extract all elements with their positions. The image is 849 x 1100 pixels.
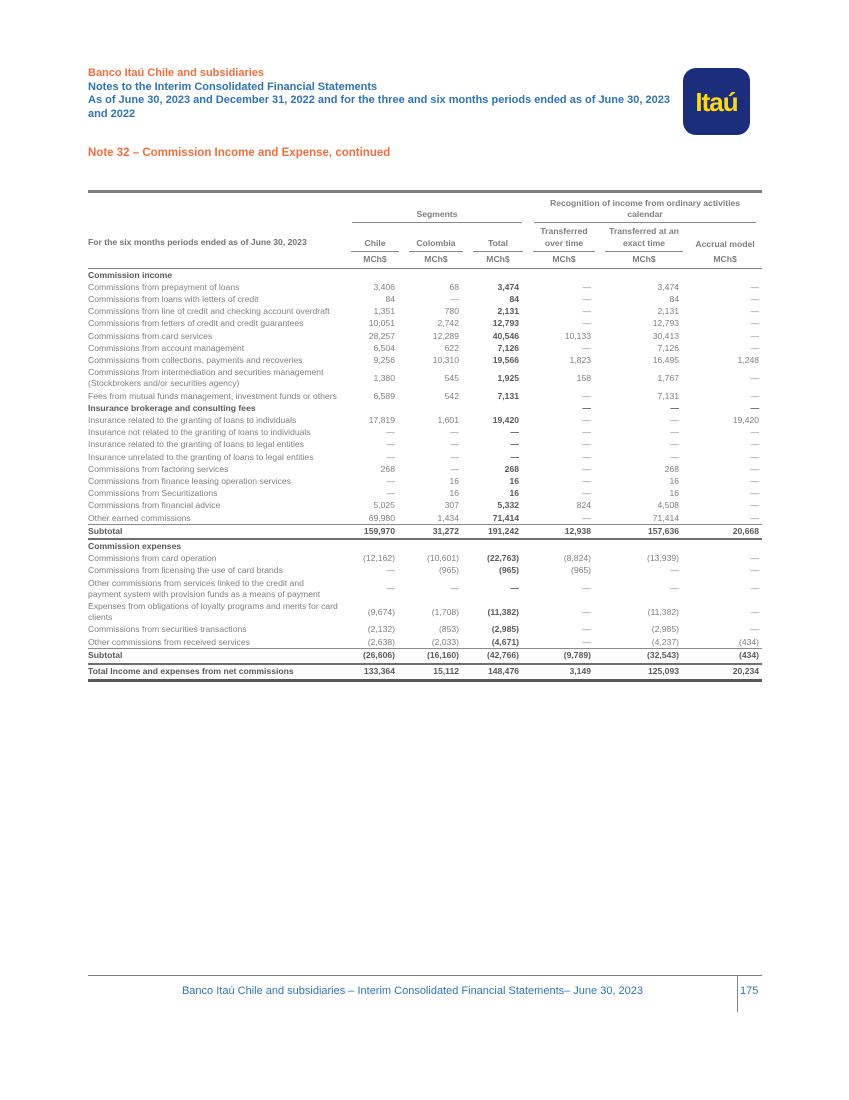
cell-value: 9,256 (373, 354, 395, 365)
cell-value (528, 539, 600, 552)
cell-value: — (582, 512, 592, 523)
cell-value: — (386, 451, 395, 462)
cell-value: (11,382) (487, 606, 520, 617)
column-header-colombia: Colombia (404, 223, 468, 251)
row-label: Subtotal (88, 649, 346, 664)
cell-value (688, 539, 762, 552)
table-row (88, 488, 762, 500)
cell-value: — (750, 306, 760, 317)
cell-value: — (386, 488, 395, 499)
row-label: Commissions from card operation (88, 553, 217, 564)
cell-value: (2,985) (491, 624, 520, 635)
cell-value: 6,589 (373, 390, 395, 401)
table-row (88, 649, 762, 664)
cell-value: — (510, 427, 520, 438)
unit-label: MCh$ (528, 252, 600, 269)
cell-value: 3,474 (657, 281, 680, 292)
cell-value: 191,242 (468, 525, 528, 540)
cell-value: 1,767 (657, 372, 680, 383)
cell-value: — (750, 281, 760, 292)
cell-value: — (750, 463, 760, 474)
cell-value: — (750, 390, 760, 401)
cell-value: 31,272 (404, 525, 468, 540)
cell-value: — (582, 606, 592, 617)
column-header-transferred-over-time: Transferred over time (528, 223, 600, 251)
cell-value: (26,606) (346, 649, 404, 664)
row-label: Commissions from prepayment of loans (88, 281, 240, 292)
cell-value: 545 (444, 372, 459, 383)
cell-value: 10,133 (564, 330, 592, 341)
table-row (88, 451, 762, 463)
cell-value: 824 (576, 500, 592, 511)
cell-value: — (750, 624, 760, 635)
itau-logo-text: Itaú (695, 87, 738, 117)
row-label: Other commissions from services linked to the credit and payment system with provision funds as a means of payment (88, 577, 321, 599)
cell-value: 5,025 (373, 500, 395, 511)
cell-value: 84 (669, 293, 680, 304)
cell-value: — (750, 500, 760, 511)
cell-value (346, 402, 404, 414)
cell-value: — (750, 488, 760, 499)
cell-value: 148,476 (468, 664, 528, 681)
note-title: Note 32 – Commission Income and Expense, continued (88, 147, 391, 159)
column-header-total: Total (468, 223, 528, 251)
cell-value: (10,601) (426, 553, 459, 564)
cell-value: (2,985) (651, 624, 680, 635)
table-row (88, 306, 762, 318)
cell-value: 157,636 (600, 525, 688, 540)
cell-value: — (670, 402, 680, 413)
cell-value: (434) (688, 649, 762, 664)
cell-value: — (386, 583, 395, 594)
row-label: Commissions from securities transactions (88, 624, 247, 635)
row-label: Commissions from factoring services (88, 463, 229, 474)
table-row (88, 664, 762, 681)
cell-value: — (582, 293, 592, 304)
cell-value: 158 (576, 372, 592, 383)
cell-value: — (582, 463, 592, 474)
cell-value: — (450, 427, 459, 438)
cell-value: (16,160) (404, 649, 468, 664)
cell-value: 2,131 (497, 306, 520, 317)
row-label: Subtotal (88, 525, 346, 540)
units-spacer (88, 252, 346, 269)
units-row (88, 252, 762, 269)
cell-value: — (450, 451, 459, 462)
cell-value (346, 539, 404, 552)
row-label: Commissions from licensing the use of card brands (88, 565, 283, 576)
company-name: Banco Itaú Chile and subsidiaries (88, 67, 265, 79)
cell-value: 4,508 (657, 500, 680, 511)
row-label: Expenses from obligations of loyalty programs and merits for card clients (88, 601, 338, 623)
table-row (88, 293, 762, 305)
cell-value: (965) (438, 565, 459, 576)
cell-value: 19,420 (492, 414, 520, 425)
table-row (88, 427, 762, 439)
cell-value: 1,823 (569, 354, 592, 365)
cell-value: — (450, 293, 459, 304)
cell-value: 7,126 (497, 342, 520, 353)
cell-value (468, 269, 528, 282)
cell-value: — (582, 488, 592, 499)
row-label: Commissions from Securitizations (88, 488, 218, 499)
cell-value: — (750, 606, 760, 617)
cell-value: 1,248 (737, 354, 760, 365)
cell-value: — (670, 583, 680, 594)
cell-value: (2,033) (431, 636, 459, 647)
cell-value: — (582, 402, 592, 413)
group-header-row (88, 192, 762, 224)
cell-value (468, 402, 528, 414)
cell-value: 19,566 (492, 354, 520, 365)
table-row (88, 525, 762, 540)
row-label: Insurance brokerage and consulting fees (88, 402, 256, 413)
table-row (88, 367, 762, 390)
cell-value: 68 (449, 281, 459, 292)
group-header-recognition: Recognition of income from ordinary activities calendar (528, 192, 762, 224)
row-label: Commissions from line of credit and checking account overdraft (88, 306, 330, 317)
cell-value: 16 (449, 475, 459, 486)
cell-value: 268 (504, 463, 520, 474)
cell-value: — (582, 306, 592, 317)
cell-value: — (450, 583, 459, 594)
footer-text: Banco Itaú Chile and subsidiaries – Interim Consolidated Financial Statements– June 30, 2023 (181, 985, 644, 997)
column-header-transferred-exact-time: Transferred at an exact time (600, 223, 688, 251)
row-label: Commissions from finance leasing operation services (88, 475, 291, 486)
cell-value: (12,162) (362, 553, 395, 564)
cell-value: 268 (380, 463, 395, 474)
cell-value: — (670, 565, 680, 576)
cell-value: 1,925 (497, 372, 520, 383)
row-label: Fees from mutual funds management, investment funds or others (88, 390, 337, 401)
cell-value: 1,351 (373, 306, 395, 317)
cell-value: 268 (664, 463, 680, 474)
cell-value (404, 269, 468, 282)
cell-value: 133,364 (346, 664, 404, 681)
cell-value: 16 (669, 488, 680, 499)
cell-value: 7,131 (497, 390, 520, 401)
table-row (88, 342, 762, 354)
cell-value: — (582, 451, 592, 462)
cell-value: — (670, 451, 680, 462)
cell-value: 19,420 (732, 414, 760, 425)
cell-value: 40,546 (492, 330, 520, 341)
section-row (88, 269, 762, 282)
cell-value: — (750, 342, 760, 353)
row-label: Total Income and expenses from net commissions (88, 664, 346, 681)
unit-label: MCh$ (688, 252, 762, 269)
table-row (88, 414, 762, 426)
cell-value: — (510, 439, 520, 450)
table-row (88, 318, 762, 330)
row-label: Commissions from account management (88, 342, 245, 353)
cell-value: — (582, 636, 592, 647)
cell-value: — (670, 427, 680, 438)
cell-value: — (582, 281, 592, 292)
row-label: Commissions from loans with letters of credit (88, 293, 259, 304)
cell-value: (22,763) (487, 553, 520, 564)
cell-value: 12,289 (432, 330, 459, 341)
cell-value: 3,149 (528, 664, 600, 681)
cell-value (688, 269, 762, 282)
table-row (88, 636, 762, 649)
cell-value: (11,382) (647, 606, 680, 617)
cell-value: — (750, 318, 760, 329)
cell-value: — (582, 318, 592, 329)
cell-value: 3,406 (373, 281, 395, 292)
cell-value: — (510, 451, 520, 462)
cell-value: 1,601 (437, 414, 459, 425)
table-row (88, 577, 762, 600)
cell-value: 622 (444, 342, 459, 353)
unit-label: MCh$ (600, 252, 688, 269)
cell-value: — (750, 553, 760, 564)
page-footer (88, 975, 762, 1012)
cell-value: 7,126 (657, 342, 680, 353)
cell-value: — (582, 342, 592, 353)
cell-value: (2,132) (367, 624, 395, 635)
cell-value: (42,766) (468, 649, 528, 664)
cell-value: 20,234 (688, 664, 762, 681)
cell-value: 12,793 (652, 318, 680, 329)
cell-value: — (582, 427, 592, 438)
table-body (88, 269, 762, 681)
table-row (88, 475, 762, 487)
document-header (88, 67, 676, 121)
table-row (88, 354, 762, 366)
cell-value: — (750, 330, 760, 341)
unit-label: MCh$ (468, 252, 528, 269)
row-label: Other earned commissions (88, 512, 191, 523)
row-label: Commissions from card services (88, 330, 213, 341)
section-row (88, 402, 762, 414)
table-row (88, 281, 762, 293)
cell-value: (853) (438, 624, 459, 635)
cell-value: 12,793 (492, 318, 520, 329)
cell-value: — (750, 372, 760, 383)
cell-value: — (386, 439, 395, 450)
cell-value: (9,674) (367, 606, 395, 617)
unit-label: MCh$ (346, 252, 404, 269)
doc-title-line2: As of June 30, 2023 and December 31, 2022 and for the three and six months periods ended as of June 30, 2023 and 2022 (88, 94, 670, 120)
cell-value: (965) (498, 565, 520, 576)
cell-value: (4,671) (491, 636, 520, 647)
cell-value: 16 (449, 488, 459, 499)
cell-value: — (750, 427, 760, 438)
cell-value: 71,414 (652, 512, 680, 523)
cell-value: 2,131 (657, 306, 680, 317)
cell-value: (9,789) (528, 649, 600, 664)
page-number: 175 (740, 985, 759, 997)
table-row (88, 330, 762, 342)
cell-value: 16 (509, 488, 520, 499)
column-header-chile: Chile (346, 223, 404, 251)
cell-value: 71,414 (492, 512, 520, 523)
cell-value: 1,380 (373, 372, 395, 383)
table-row (88, 390, 762, 402)
row-label: Other commissions from received services (88, 636, 250, 647)
cell-value (600, 539, 688, 552)
cell-value: 28,257 (368, 330, 395, 341)
cell-value: — (582, 439, 592, 450)
cell-value: — (386, 427, 395, 438)
section-row (88, 539, 762, 552)
commission-table (88, 190, 762, 682)
cell-value: 12,938 (528, 525, 600, 540)
cell-value (528, 269, 600, 282)
row-label: Insurance related to the granting of loans to legal entities (88, 439, 304, 450)
cell-value: 159,970 (346, 525, 404, 540)
cell-value (404, 402, 468, 414)
cell-value: 16 (669, 475, 680, 486)
table-header (88, 192, 762, 269)
cell-value: 69,980 (368, 512, 395, 523)
table-row-header: For the six months periods ended as of June 30, 2023 (88, 236, 307, 247)
cell-value: (965) (570, 565, 592, 576)
cell-value: 307 (444, 500, 459, 511)
cell-value: (32,543) (600, 649, 688, 664)
row-label: Insurance related to the granting of loans to individuals (88, 414, 297, 425)
row-label: Commission income (88, 269, 173, 280)
cell-value: — (582, 414, 592, 425)
column-header-accrual-model: Accrual model (695, 238, 755, 249)
cell-value: — (582, 583, 592, 594)
cell-value: (13,939) (647, 553, 680, 564)
cell-value: 3,474 (497, 281, 520, 292)
cell-value: — (750, 451, 760, 462)
cell-value: — (750, 512, 760, 523)
cell-value: — (670, 414, 680, 425)
cell-value: — (582, 475, 592, 486)
cell-value: — (750, 475, 760, 486)
cell-value: 7,131 (657, 390, 680, 401)
cell-value: 5,332 (497, 500, 520, 511)
doc-title-line1: Notes to the Interim Consolidated Financial Statements (88, 80, 378, 93)
cell-value: 20,668 (688, 525, 762, 540)
cell-value: 16,495 (652, 354, 680, 365)
row-label: Commissions from intermediation and securities management (Stockbrokers and/or securities agency) (88, 367, 324, 389)
cell-value: (1,708) (431, 606, 459, 617)
cell-value: 125,093 (600, 664, 688, 681)
itau-logo (683, 68, 750, 135)
row-label: Insurance not related to the granting of loans to individuals (88, 427, 311, 438)
cell-value: 10,310 (432, 354, 459, 365)
cell-value: — (750, 402, 760, 413)
table-row (88, 439, 762, 451)
cell-value: (8,824) (563, 553, 592, 564)
row-label: Commissions from financial advice (88, 500, 221, 511)
row-label: Commissions from collections, payments and recoveries (88, 354, 303, 365)
cell-value: — (386, 475, 395, 486)
table-row (88, 601, 762, 624)
cell-value: — (750, 565, 760, 576)
cell-value: — (750, 439, 760, 450)
cell-value: 84 (385, 293, 395, 304)
cell-value: — (750, 583, 760, 594)
cell-value: — (510, 583, 520, 594)
cell-value: — (450, 463, 459, 474)
cell-value: 84 (509, 293, 520, 304)
table-row (88, 512, 762, 525)
cell-value: 542 (444, 390, 459, 401)
cell-value: 1,434 (437, 512, 459, 523)
table-row (88, 463, 762, 475)
cell-value: 10,051 (368, 318, 395, 329)
cell-value: 15,112 (404, 664, 468, 681)
cell-value: 30,413 (652, 330, 680, 341)
cell-value: 780 (444, 306, 459, 317)
cell-value (468, 539, 528, 552)
table-row (88, 500, 762, 512)
unit-label: MCh$ (404, 252, 468, 269)
cell-value: 6,504 (373, 342, 395, 353)
cell-value: 16 (509, 475, 520, 486)
cell-value (346, 269, 404, 282)
cell-value: (4,237) (651, 636, 680, 647)
table-row (88, 624, 762, 636)
cell-value: — (750, 293, 760, 304)
row-label: Commissions from letters of credit and credit guarantees (88, 318, 304, 329)
cell-value: — (582, 390, 592, 401)
table-row (88, 553, 762, 565)
cell-value: (2,638) (367, 636, 395, 647)
cell-value: (434) (738, 636, 760, 647)
table-row (88, 565, 762, 577)
row-label: Commission expenses (88, 540, 182, 551)
cell-value: — (450, 439, 459, 450)
cell-value (404, 539, 468, 552)
cell-value: 2,742 (437, 318, 459, 329)
group-header-segments: Segments (346, 192, 528, 224)
cell-value: — (582, 624, 592, 635)
row-label: Insurance unrelated to the granting of loans to legal entities (88, 451, 314, 462)
cell-value (600, 269, 688, 282)
cell-value: 17,819 (368, 414, 395, 425)
cell-value: — (386, 565, 395, 576)
cell-value: — (670, 439, 680, 450)
